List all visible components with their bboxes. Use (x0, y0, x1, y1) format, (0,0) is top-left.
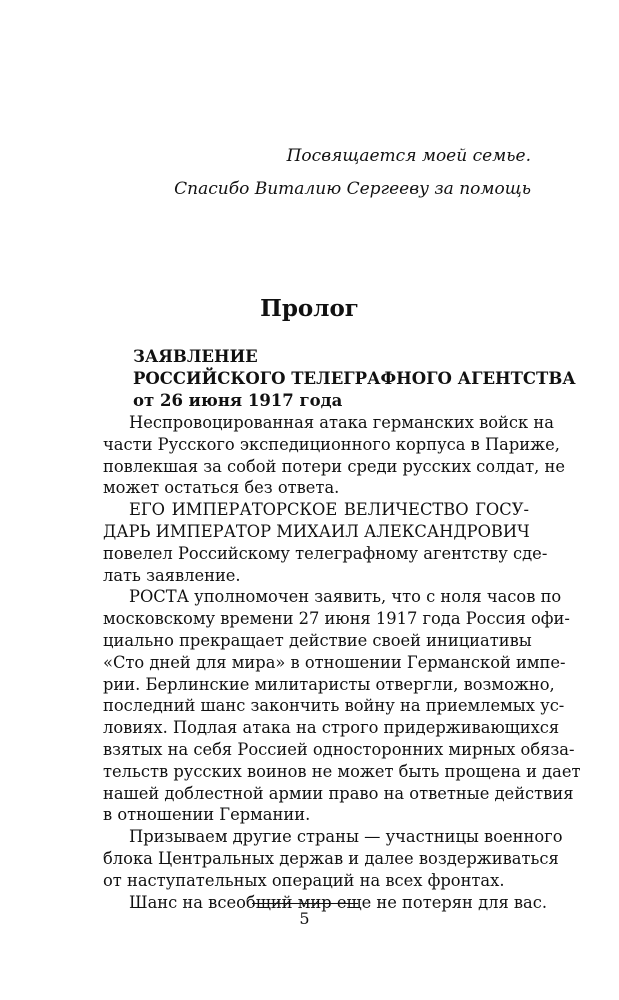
text-line: последний шанс закончить войну на приемлемых ус- (103, 696, 565, 716)
page-number-rule (252, 903, 358, 904)
chapter-title: Пролог (260, 295, 359, 322)
text-line: тельств русских воинов не может быть прощена и дает (103, 761, 581, 781)
statement-heading-line: ЗАЯВЛЕНИЕ (133, 347, 258, 366)
text-line: ловиях. Подлая атака на строго придерживающихся (103, 718, 560, 738)
dedication-line: Посвящается моей семье. (286, 146, 531, 166)
paragraph (103, 412, 566, 499)
text-line: РОСТА уполномочен заявить, что с ноля часов по (129, 587, 562, 607)
text-line: «Сто дней для мира» в отношении Германской импе- (103, 652, 566, 672)
page-number: 5 (299, 909, 310, 928)
text-line: Шанс на всеобщий мир еще не потерян для вас. (129, 892, 548, 912)
text-line: взятых на себя Россией односторонних мирных обяза- (103, 739, 575, 759)
text-line: циально прекращает действие своей инициативы (103, 630, 532, 650)
text-line: повлекшая за собой потери среди русских солдат, не (103, 456, 566, 476)
text-line: блока Центральных держав и далее воздерживаться (103, 848, 559, 868)
dedication-line: Спасибо Виталию Сергееву за помощь (174, 179, 531, 199)
statement-body (103, 412, 581, 913)
paragraph (103, 826, 563, 891)
text-line: Призываем другие страны — участницы военного (129, 827, 563, 847)
text-line: московскому времени 27 июня 1917 года Россия офи- (103, 609, 570, 629)
text-line: рии. Берлинские милитаристы отвергли, возможно, (103, 674, 555, 694)
text-line: Неспровоцированная атака германских войск на (129, 413, 554, 432)
text-line: ЕГО ИМПЕРАТОРСКОЕ ВЕЛИЧЕСТВО ГОСУ- (129, 500, 529, 520)
paragraph (103, 586, 581, 826)
text-line: повелел Российскому телеграфному агентству сде- (103, 543, 548, 563)
text-line: от наступательных операций на всех фронтах. (103, 870, 505, 890)
dedication (174, 140, 531, 206)
text-line: в отношении Германии. (103, 805, 311, 825)
text-line: лать заявление. (103, 565, 241, 585)
paragraph (103, 499, 548, 586)
statement-heading-line: от 26 июня 1917 года (133, 391, 343, 410)
text-line: ДАРЬ ИМПЕРАТОР МИХАИЛ АЛЕКСАНДРОВИЧ (103, 521, 530, 541)
statement-heading-line: РОССИЙСКОГО ТЕЛЕГРАФНОГО АГЕНТСТВА (133, 369, 576, 388)
statement-heading (133, 346, 576, 412)
text-line: нашей доблестной армии право на ответные действия (103, 783, 574, 803)
text-line: может остаться без ответа. (103, 478, 340, 498)
text-line: части Русского экспедиционного корпуса в Париже, (103, 434, 560, 454)
